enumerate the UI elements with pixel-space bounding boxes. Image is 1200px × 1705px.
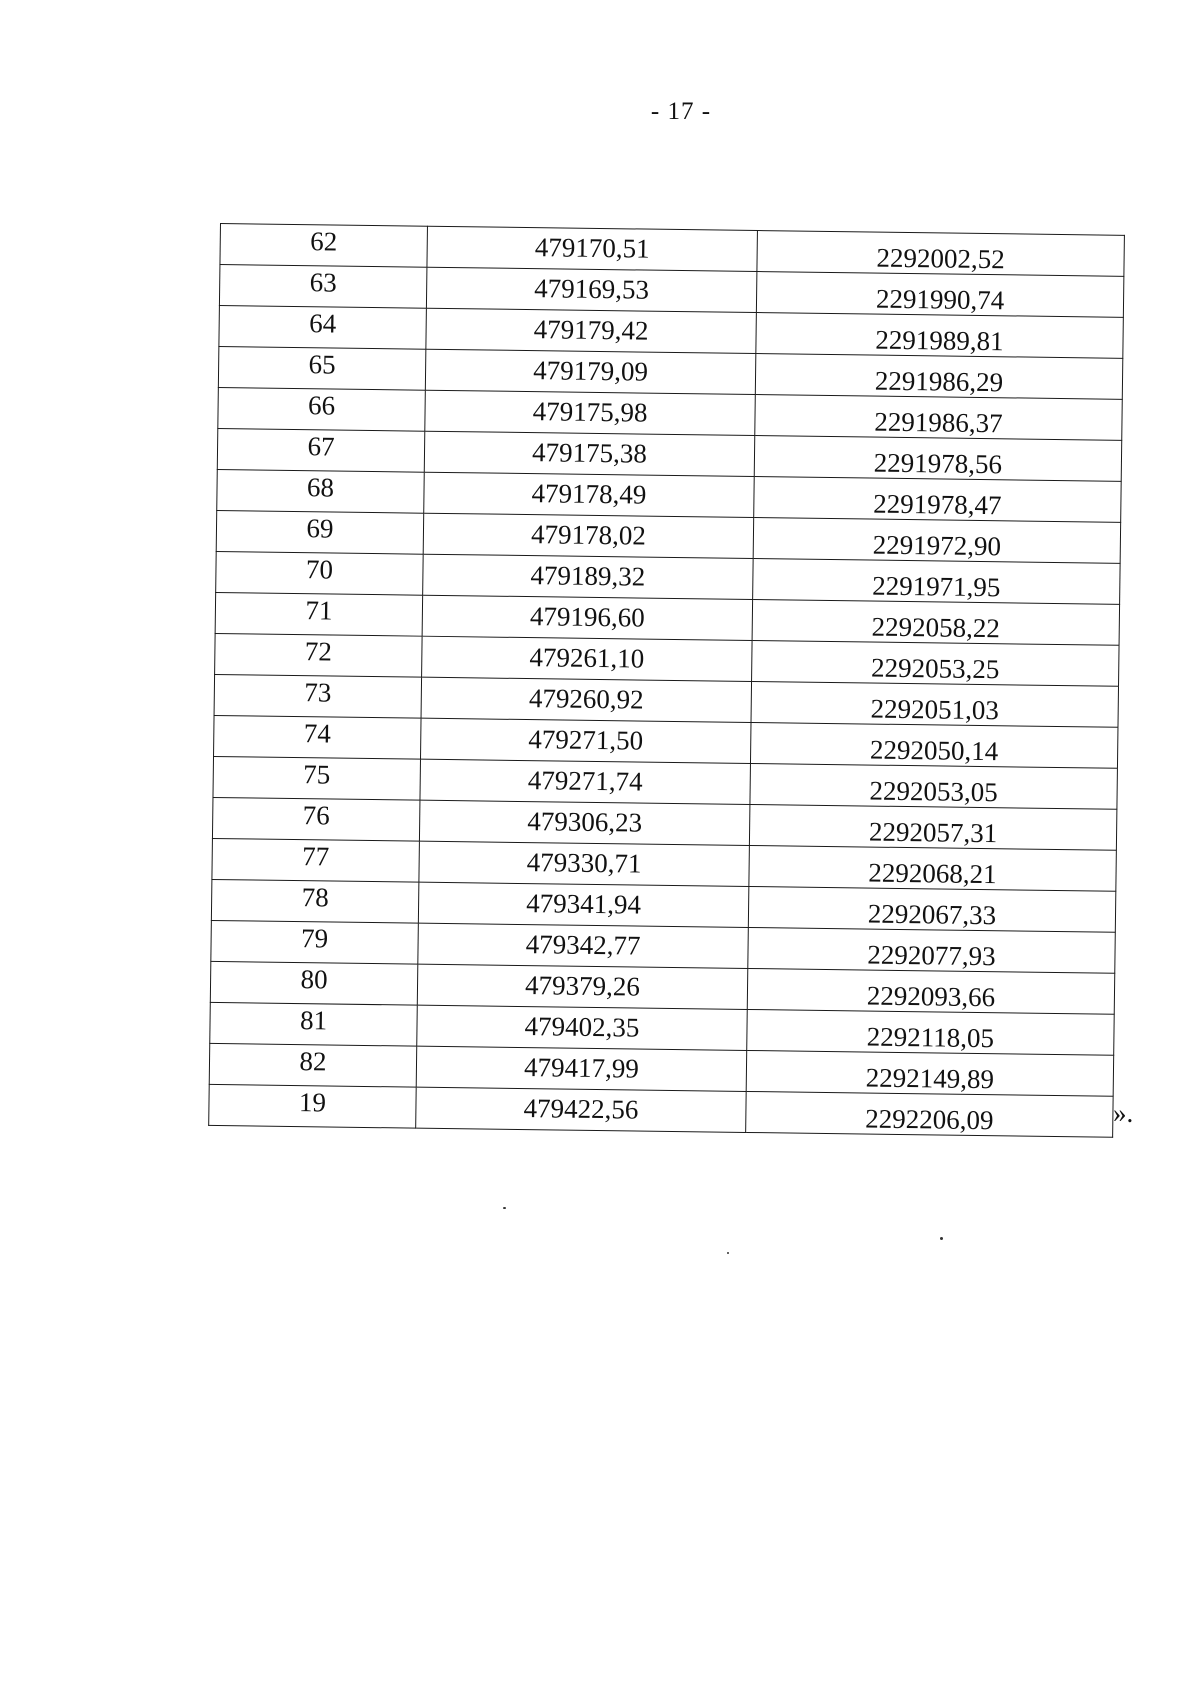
scan-speck [940,1237,943,1240]
scan-speck [727,1252,729,1254]
y-coordinate-cell: 2292077,93 [748,927,1116,973]
point-number-cell: 73 [214,674,422,718]
x-coordinate-cell: 479170,51 [427,226,758,271]
y-coordinate-cell: 2292058,22 [752,600,1120,646]
y-coordinate-cell: 2291986,29 [755,354,1123,400]
point-number-cell: 81 [210,1002,418,1046]
y-coordinate-cell: 2291990,74 [756,272,1124,318]
x-coordinate-cell: 479330,71 [419,841,750,886]
point-number-cell: 76 [212,797,420,841]
x-coordinate-cell: 479189,32 [423,554,754,599]
x-coordinate-cell: 479271,74 [420,759,751,804]
point-number-cell: 71 [215,592,423,636]
point-number-cell: 69 [216,510,424,554]
y-coordinate-cell: 2292068,21 [749,845,1117,891]
coordinates-table-wrapper [208,223,1124,1138]
x-coordinate-cell: 479379,26 [417,964,748,1009]
y-coordinate-cell: 2291972,90 [753,518,1121,564]
y-coordinate-cell: 2292050,14 [750,722,1118,768]
x-coordinate-cell: 479261,10 [422,636,753,681]
coordinates-table-body [209,224,1125,1138]
x-coordinate-cell: 479175,98 [425,390,756,435]
x-coordinate-cell: 479169,53 [426,267,757,312]
y-coordinate-cell: 2292051,03 [751,681,1119,727]
x-coordinate-cell: 479306,23 [419,800,750,845]
point-number-cell: 65 [218,346,426,390]
y-coordinate-cell: 2292053,05 [750,763,1118,809]
point-number-cell: 79 [211,920,419,964]
y-coordinate-cell: 2291986,37 [755,395,1123,441]
x-coordinate-cell: 479178,49 [424,472,755,517]
y-coordinate-cell: 2292093,66 [747,968,1115,1014]
x-coordinate-cell: 479178,02 [423,513,754,558]
point-number-cell: 67 [217,428,425,472]
point-number-cell: 72 [215,633,423,677]
y-coordinate-cell: 2292118,05 [747,1009,1115,1055]
scan-speck [503,1207,506,1209]
x-coordinate-cell: 479417,99 [416,1046,747,1091]
y-coordinate-cell: 2291989,81 [756,313,1124,359]
x-coordinate-cell: 479196,60 [422,595,753,640]
y-coordinate-cell: 2292067,33 [748,886,1116,932]
point-number-cell: 63 [219,265,427,309]
x-coordinate-cell: 479341,94 [418,882,749,927]
point-number-cell: 68 [217,469,425,513]
point-number-cell: 70 [216,551,424,595]
point-number-cell: 74 [214,715,422,759]
x-coordinate-cell: 479402,35 [417,1005,748,1050]
point-number-cell: 19 [209,1084,417,1128]
point-number-cell: 62 [220,224,428,268]
closing-quote-mark: ». [1113,1098,1134,1128]
point-number-cell: 82 [209,1043,417,1087]
x-coordinate-cell: 479271,50 [420,718,751,763]
y-coordinate-cell: 2292002,52 [757,231,1125,277]
point-number-cell: 66 [218,387,426,431]
x-coordinate-cell: 479179,09 [425,349,756,394]
point-number-cell: 77 [212,838,420,882]
x-coordinate-cell: 479260,92 [421,677,752,722]
y-coordinate-cell: 2292053,25 [752,641,1120,687]
x-coordinate-cell: 479175,38 [424,431,755,476]
point-number-cell: 64 [219,305,427,349]
y-coordinate-cell: 2292149,89 [746,1050,1114,1096]
point-number-cell: 80 [210,961,418,1005]
y-coordinate-cell: 2292057,31 [749,804,1117,850]
y-coordinate-cell: 2291971,95 [753,559,1121,605]
point-number-cell: 75 [213,756,421,800]
y-coordinate-cell: 2291978,47 [754,477,1122,523]
x-coordinate-cell: 479179,42 [426,308,757,353]
point-number-cell: 78 [211,879,419,923]
y-coordinate-cell: 2291978,56 [754,436,1122,482]
page-number: - 17 - [650,98,712,125]
x-coordinate-cell: 479342,77 [418,923,749,968]
x-coordinate-cell: 479422,56 [416,1087,747,1132]
coordinates-table [208,223,1125,1138]
y-coordinate-cell: 2292206,09 [746,1091,1114,1137]
